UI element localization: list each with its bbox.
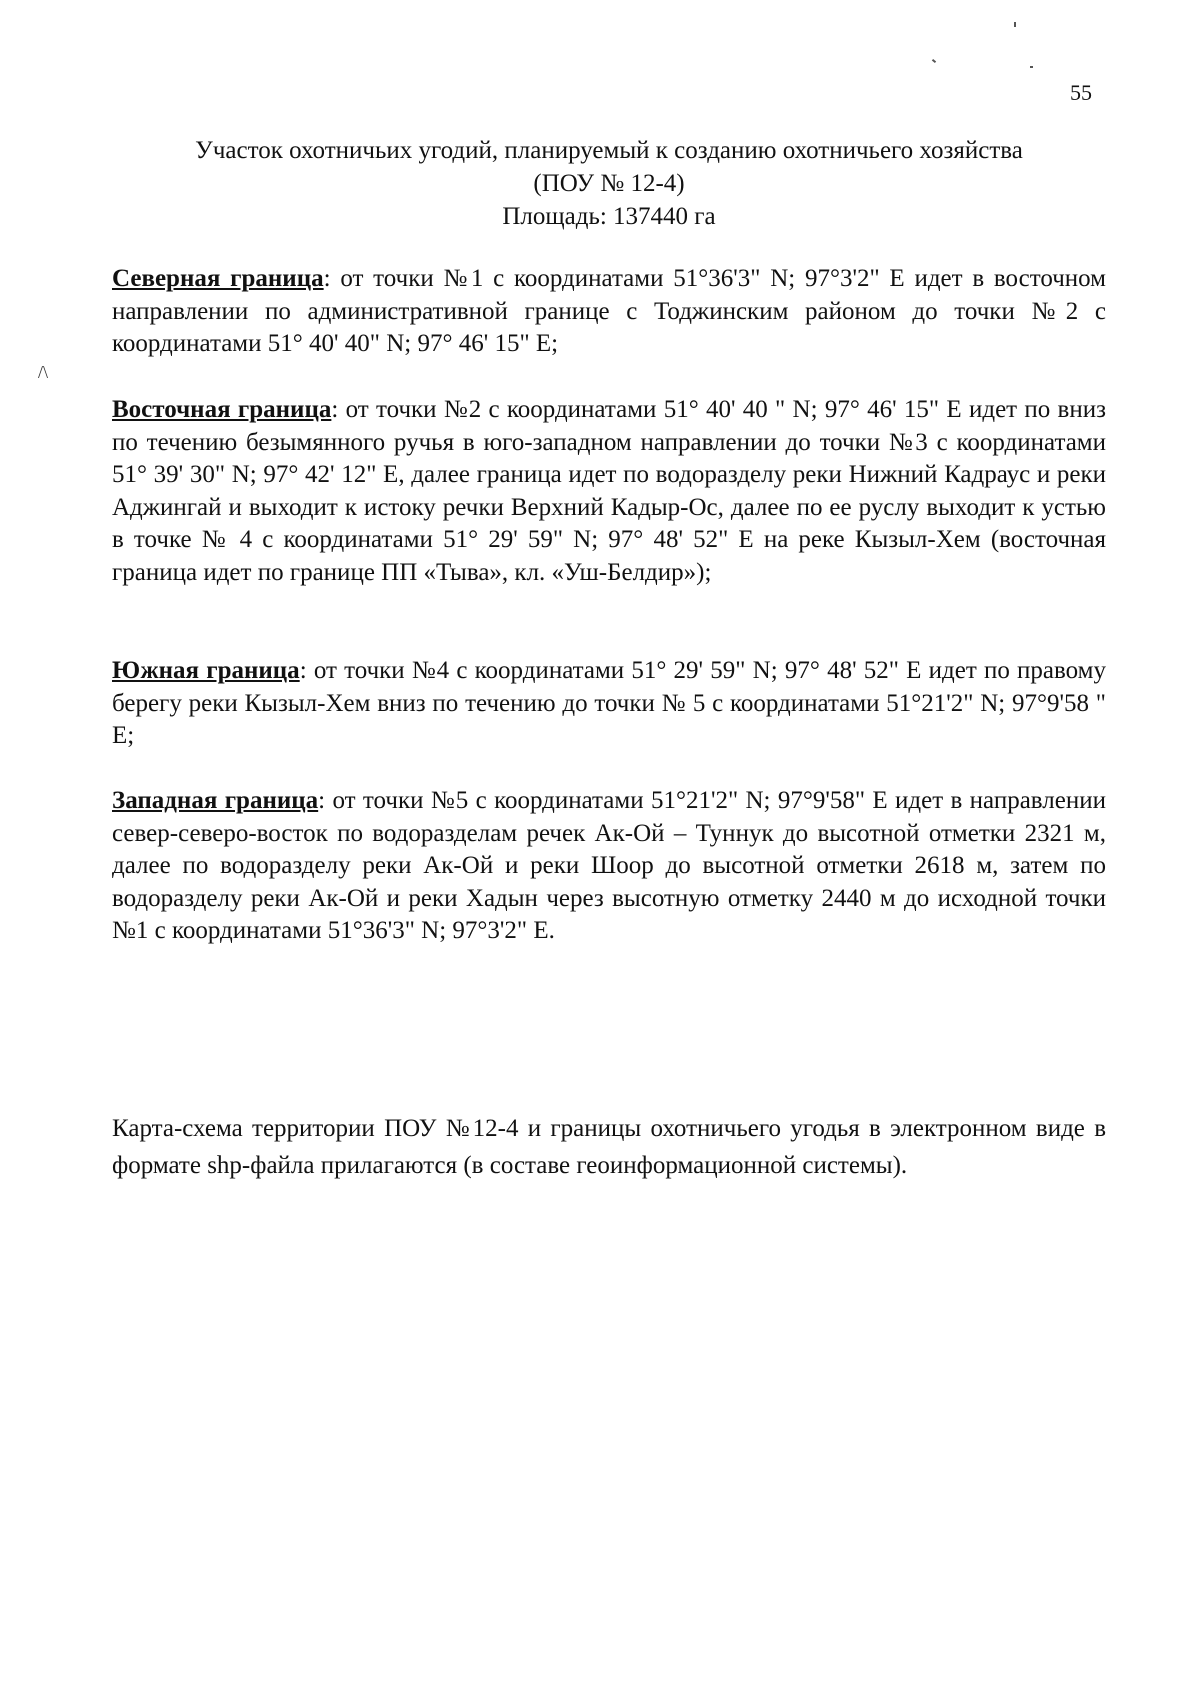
title-line-3: Площадь: 137440 га bbox=[502, 203, 716, 230]
east-boundary-heading: Восточная граница bbox=[112, 396, 332, 423]
scan-speck bbox=[1014, 22, 1016, 27]
scan-speck bbox=[1030, 66, 1033, 68]
document-title bbox=[110, 134, 1108, 233]
scan-speck bbox=[932, 59, 936, 63]
east-boundary-section bbox=[112, 394, 1106, 589]
west-boundary-text: : от точки №5 с координатами 51°21'2" N; 97°9'58" E идет в направлении север-северо-восток по водоразделам речек Ак-Ой – Туннук до высотной отметки 2321 м, далее по водоразделу реки Ак-Ой и реки Шоор до высотной отметки 2618 м, затем по водоразделу реки Ак-Ой и реки Хадын через высотную отметку 2440 м до исходной точки №1 с координатами 51°36'3" N; 97°3'2" E. bbox=[112, 787, 1106, 944]
north-boundary-text: : от точки №1 с координатами 51°36'3" N; 97°3'2" E идет в восточном направлении по административной границе с Тоджинским районом до точки №2 с координатами 51° 40' 40" N; 97° 46' 15" E; bbox=[112, 265, 1106, 357]
south-boundary-text: : от точки №4 с координатами 51° 29' 59" N; 97° 48' 52" E идет по правому берегу реки Кызыл-Хем вниз по течению до точки № 5 с координатами 51°21'2" N; 97°9'58 " E; bbox=[112, 657, 1106, 749]
title-line-1: Участок охотничьих угодий, планируемый к созданию охотничьего хозяйства bbox=[195, 137, 1023, 164]
north-boundary-heading: Северная граница bbox=[112, 265, 324, 292]
map-attachment-note: Карта-схема территории ПОУ №12-4 и границы охотничьего угодья в электронном виде в формате shp-файла прилагаются (в составе геоинформационной системы). bbox=[112, 1115, 1106, 1179]
east-boundary-text: : от точки №2 с координатами 51° 40' 40 " N; 97° 46' 15" E идет по вниз по течению безымянного ручья в юго-западном направлении до точки №3 с координатами 51° 39' 30" N; 97° 42' 12" E, далее граница идет по водоразделу реки Нижний Кадраус и реки Аджингай и выходит к истоку речки Верхний Кадыр-Ос, далее по ее руслу выходит к устью в точке № 4 с координатами 51° 29' 59" N; 97° 48' 52" E на реке Кызыл-Хем (восточная граница идет по границе ПП «Тыва», кл. «Уш-Белдир»); bbox=[112, 396, 1106, 586]
north-boundary-section bbox=[112, 263, 1106, 361]
title-line-2: (ПОУ № 12-4) bbox=[533, 170, 685, 197]
west-boundary-heading: Западная граница bbox=[112, 787, 319, 814]
page-number: 55 bbox=[1070, 80, 1092, 105]
margin-mark: /\ bbox=[38, 362, 49, 382]
south-boundary-section bbox=[112, 655, 1106, 753]
west-boundary-section bbox=[112, 785, 1106, 948]
south-boundary-heading: Южная граница bbox=[112, 657, 300, 684]
